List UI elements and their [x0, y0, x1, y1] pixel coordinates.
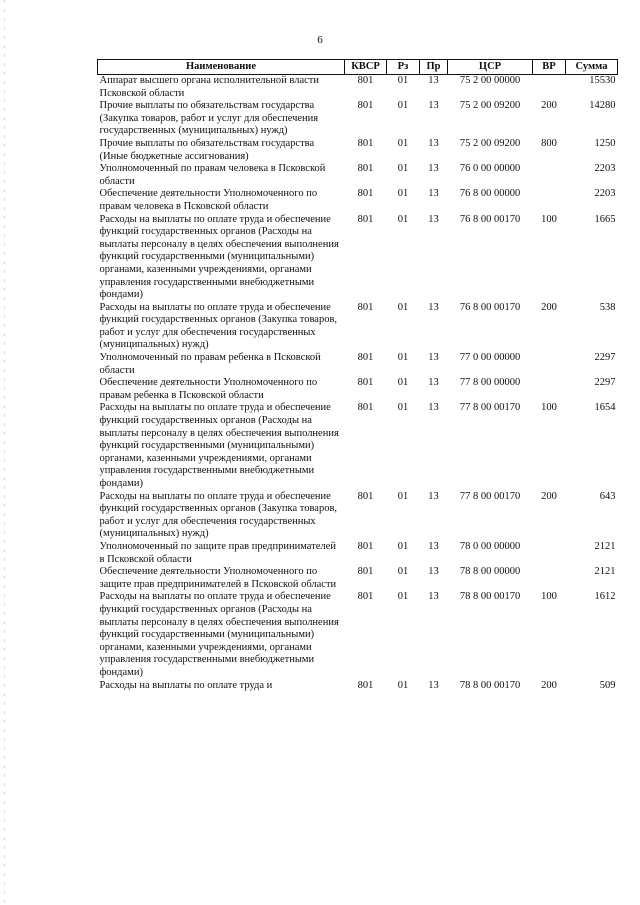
- cell-pr: 13: [428, 75, 439, 86]
- cell-pr: 13: [428, 377, 439, 389]
- table-row: [98, 541, 618, 566]
- cell-pr: 13: [428, 213, 439, 225]
- budget-table: [97, 59, 618, 692]
- cell-csr: 78 8 00 00170: [459, 679, 521, 691]
- cell-name: Обеспечение деятельности Уполномоченного по защите прав предпринимателей в Псковской области: [99, 566, 337, 590]
- cell-kvsr: 801: [357, 490, 374, 502]
- cell-kvsr: 801: [357, 540, 374, 552]
- cell-name: Расходы на выплаты по оплате труда и обеспечение функций государственных органов (Расходы на выплаты персоналу в целях обеспечения выполнения функций государственными (муниципальными) органами, казенными учреждениями, органами управления государственными внебюджетными фондами): [99, 591, 339, 678]
- cell-pr: 13: [428, 352, 439, 364]
- cell-csr: 78 0 00 00000: [459, 540, 521, 552]
- table-row: [98, 591, 618, 679]
- cell-sum: 2297: [594, 352, 616, 364]
- table-body: [98, 75, 618, 693]
- header-rz: Рз: [387, 60, 420, 75]
- header-pr: Пр: [420, 60, 448, 75]
- cell-kvsr: 801: [357, 100, 374, 112]
- cell-rz: 01: [397, 591, 409, 603]
- cell-csr: 77 0 00 00000: [459, 352, 521, 364]
- header-name: Наименование: [98, 60, 345, 75]
- cell-rz: 01: [397, 100, 409, 112]
- cell-vr: 200: [541, 679, 557, 691]
- cell-sum: 2203: [594, 188, 616, 200]
- cell-csr: 75 2 00 00000: [459, 75, 521, 86]
- cell-kvsr: 801: [357, 75, 374, 86]
- cell-pr: 13: [428, 188, 439, 200]
- cell-name: Прочие выплаты по обязательствам государства (Закупка товаров, работ и услуг для обеспечения государственных (муниципальных) нужд): [99, 100, 319, 137]
- cell-kvsr: 801: [357, 402, 374, 414]
- cell-kvsr: 801: [357, 213, 374, 225]
- cell-pr: 13: [428, 566, 439, 578]
- header-csr: ЦСР: [448, 60, 533, 75]
- cell-pr: 13: [428, 679, 439, 691]
- cell-name: Расходы на выплаты по оплате труда и обеспечение функций государственных органов (Расходы на выплаты персоналу в целях обеспечения выполнения функций государственными (муниципальными) органами, казенными учреждениями, органами управления государственными внебюджетными фондами): [99, 402, 339, 489]
- cell-name: Уполномоченный по правам ребенка в Псковской области: [99, 352, 321, 376]
- cell-kvsr: 801: [357, 188, 374, 200]
- cell-vr: 200: [541, 301, 557, 313]
- cell-name: Расходы на выплаты по оплате труда и: [99, 679, 273, 691]
- cell-vr: [533, 188, 566, 213]
- table-row: [98, 188, 618, 213]
- cell-rz: 01: [397, 377, 409, 389]
- cell-rz: 01: [397, 352, 409, 364]
- header-vr: ВР: [533, 60, 566, 75]
- cell-kvsr: 801: [357, 301, 374, 313]
- cell-rz: 01: [397, 402, 409, 414]
- cell-kvsr: 801: [357, 377, 374, 389]
- cell-sum: 2121: [594, 566, 616, 578]
- cell-rz: 01: [397, 566, 409, 578]
- table-row: [98, 491, 618, 541]
- cell-vr: [533, 163, 566, 188]
- cell-name: Расходы на выплаты по оплате труда и обеспечение функций государственных органов (Закупка товаров, работ и услуг для обеспечения государственных (муниципальных) нужд): [99, 301, 338, 351]
- cell-name: Расходы на выплаты по оплате труда и обеспечение функций государственных органов (Закупка товаров, работ и услуг для обеспечения государственных (муниципальных) нужд): [99, 490, 338, 540]
- table-row: [98, 163, 618, 188]
- cell-csr: 76 8 00 00170: [459, 213, 521, 225]
- cell-pr: 13: [428, 301, 439, 313]
- cell-vr: 200: [541, 100, 557, 112]
- cell-name: Обеспечение деятельности Уполномоченного по правам ребенка в Псковской области: [99, 377, 318, 401]
- table-row: [98, 214, 618, 302]
- cell-vr: [533, 377, 566, 402]
- cell-csr: 76 0 00 00000: [459, 163, 521, 175]
- cell-rz: 01: [397, 188, 409, 200]
- cell-pr: 13: [428, 402, 439, 414]
- cell-kvsr: 801: [357, 352, 374, 364]
- cell-csr: 77 8 00 00000: [459, 377, 521, 389]
- table-row: [98, 377, 618, 402]
- cell-sum: 15530: [589, 75, 616, 86]
- cell-vr: [533, 566, 566, 591]
- cell-kvsr: 801: [357, 679, 374, 691]
- cell-kvsr: 801: [357, 591, 374, 603]
- cell-kvsr: 801: [357, 137, 374, 149]
- cell-rz: 01: [397, 540, 409, 552]
- cell-sum: 538: [599, 301, 616, 313]
- cell-sum: 1665: [594, 213, 616, 225]
- cell-rz: 01: [397, 679, 409, 691]
- cell-vr: 100: [541, 591, 557, 603]
- cell-pr: 13: [428, 137, 439, 149]
- cell-name: Прочие выплаты по обязательствам государства (Иные бюджетные ассигнования): [99, 137, 315, 162]
- cell-sum: 1250: [594, 137, 616, 149]
- table-row: [98, 352, 618, 377]
- cell-sum: 2203: [594, 163, 616, 175]
- cell-vr: 200: [541, 490, 557, 502]
- cell-csr: 76 8 00 00170: [459, 301, 521, 313]
- cell-name: Уполномоченный по защите прав предпринимателей в Псковской области: [99, 540, 336, 565]
- cell-csr: 77 8 00 00170: [459, 490, 521, 502]
- cell-rz: 01: [397, 137, 409, 149]
- cell-sum: 1654: [594, 402, 616, 414]
- cell-vr: [533, 352, 566, 377]
- cell-kvsr: 801: [357, 163, 374, 175]
- cell-csr: 78 8 00 00170: [459, 591, 521, 603]
- table-row: [98, 302, 618, 352]
- cell-rz: 01: [397, 213, 409, 225]
- cell-pr: 13: [428, 591, 439, 603]
- table-row: [98, 680, 618, 693]
- cell-pr: 13: [428, 163, 439, 175]
- cell-vr: 100: [541, 213, 557, 225]
- table-row: [98, 402, 618, 490]
- cell-rz: 01: [397, 163, 409, 175]
- cell-rz: 01: [397, 490, 409, 502]
- cell-name: Аппарат высшего органа исполнительной власти Псковской области: [99, 75, 320, 99]
- cell-rz: 01: [397, 75, 409, 86]
- table-row: [98, 566, 618, 591]
- cell-vr: [533, 541, 566, 566]
- header-sum: Сумма: [566, 60, 618, 75]
- page-number: 6: [317, 34, 323, 46]
- cell-vr: 100: [541, 402, 557, 414]
- table-header-row: [98, 60, 618, 75]
- cell-vr: 800: [541, 137, 557, 149]
- header-kvsr: КВСР: [345, 60, 387, 75]
- cell-kvsr: 801: [357, 566, 374, 578]
- cell-name: Уполномоченный по правам человека в Псковской области: [99, 163, 326, 187]
- table-row: [98, 138, 618, 163]
- scan-edge-mark: [4, 0, 5, 905]
- cell-rz: 01: [397, 301, 409, 313]
- cell-csr: 76 8 00 00000: [459, 188, 521, 200]
- cell-pr: 13: [428, 490, 439, 502]
- cell-name: Расходы на выплаты по оплате труда и обеспечение функций государственных органов (Расходы на выплаты персоналу в целях обеспечения выполнения функций государственными (муниципальными) органами, казенными учреждениями, органами управления государственными внебюджетными фондами): [99, 213, 339, 301]
- cell-sum: 509: [599, 679, 616, 691]
- cell-csr: 77 8 00 00170: [459, 402, 521, 414]
- cell-csr: 75 2 00 09200: [459, 137, 521, 149]
- cell-pr: 13: [428, 540, 439, 552]
- cell-csr: 75 2 00 09200: [459, 100, 521, 112]
- cell-sum: 14280: [589, 100, 616, 112]
- cell-sum: 2297: [594, 377, 616, 389]
- table-row: [98, 75, 618, 101]
- cell-name: Обеспечение деятельности Уполномоченного по правам человека в Псковской области: [99, 188, 318, 212]
- cell-sum: 1612: [594, 591, 616, 603]
- table-row: [98, 100, 618, 138]
- cell-vr: [533, 75, 566, 101]
- cell-csr: 78 8 00 00000: [459, 566, 521, 578]
- cell-pr: 13: [428, 100, 439, 112]
- cell-sum: 643: [599, 490, 616, 502]
- cell-sum: 2121: [594, 540, 616, 552]
